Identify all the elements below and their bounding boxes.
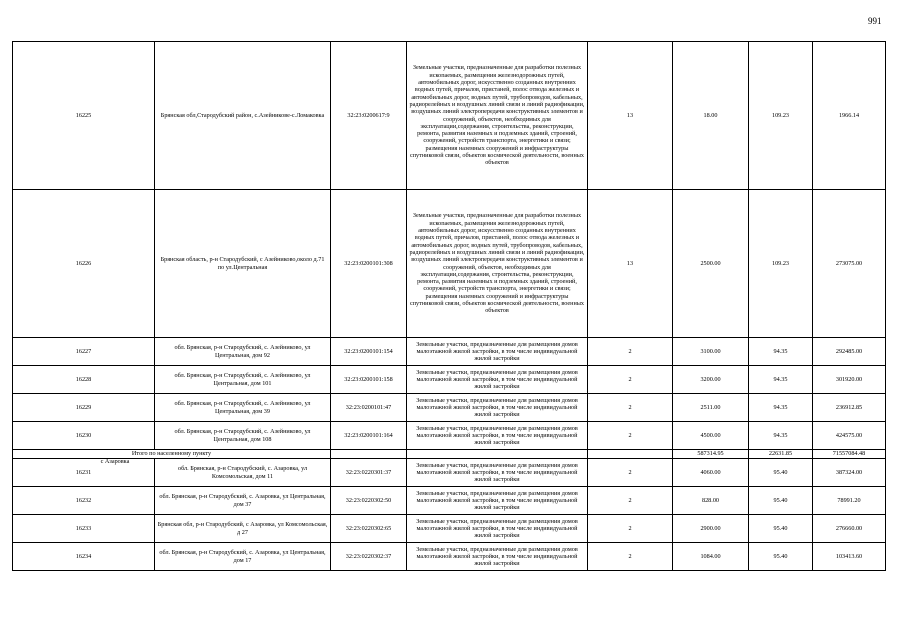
row-cadastral: 32:23:0220302:37 (331, 543, 407, 571)
row-cadastral: 32:23:0220302:50 (331, 487, 407, 515)
row-rate: 95.40 (749, 487, 813, 515)
row-value: 273075.00 (813, 190, 886, 338)
row-land-use: Земельные участки, предназначенные для размещения домов малоэтажной жилой застройки, в том числе индивидуальной жилой застройки (407, 366, 588, 394)
total-label: Итого по населенному пункту (13, 450, 331, 459)
row-area: 3100.00 (673, 338, 749, 366)
total-area: 587314.95 (673, 450, 749, 459)
row-id: 16225 (13, 42, 155, 190)
row-category: 2 (588, 394, 673, 422)
row-id: 16228 (13, 366, 155, 394)
row-area: 4060.00 (673, 459, 749, 487)
row-value: 236912.85 (813, 394, 886, 422)
table-row (13, 515, 886, 543)
row-address-text: обл. Брянская, р-н Стародубский, с. Азаровка, ул Комсомольская, дом 11 (177, 465, 308, 480)
row-category: 2 (588, 487, 673, 515)
row-category: 2 (588, 338, 673, 366)
row-value: 276660.00 (813, 515, 886, 543)
table-row (13, 394, 886, 422)
row-land-use: Земельные участки, предназначенные для размещения домов малоэтажной жилой застройки, в том числе индивидуальной жилой застройки (407, 487, 588, 515)
row-id: 16233 (13, 515, 155, 543)
row-address: Брянская обл, р-н Стародубский, с Азаровка, ул Комсомольская, д 27 (155, 515, 331, 543)
table-row (13, 543, 886, 571)
row-value: 292485.00 (813, 338, 886, 366)
table-row (13, 487, 886, 515)
total-empty (407, 450, 588, 459)
row-rate: 94.35 (749, 394, 813, 422)
row-value: 1966.14 (813, 42, 886, 190)
row-address: обл. Брянская, р-н Стародубский, с. Азейниково, ул Центральная, дом 101 (155, 366, 331, 394)
row-id: 16229 (13, 394, 155, 422)
table-row (13, 459, 886, 487)
row-rate: 94.35 (749, 366, 813, 394)
page-number: 991 (868, 16, 882, 26)
row-area: 18.00 (673, 42, 749, 190)
row-value: 78991.20 (813, 487, 886, 515)
row-rate: 94.35 (749, 338, 813, 366)
row-land-use: Земельные участки, предназначенные для размещения домов малоэтажной жилой застройки, в том числе индивидуальной жилой застройки (407, 459, 588, 487)
row-category: 2 (588, 543, 673, 571)
row-address: обл. Брянская, р-н Стародубский, с. Азейниково, ул Центральная, дом 39 (155, 394, 331, 422)
row-area: 2511.00 (673, 394, 749, 422)
total-rate: 22631.85 (749, 450, 813, 459)
table-row (13, 338, 886, 366)
row-cadastral: 32:23:0200101:47 (331, 394, 407, 422)
row-id: 16234 (13, 543, 155, 571)
row-area: 1084.00 (673, 543, 749, 571)
row-value: 387324.00 (813, 459, 886, 487)
row-area: 2500.00 (673, 190, 749, 338)
row-address (100, 458, 331, 487)
row-area: 2900.00 (673, 515, 749, 543)
row-value: 103413.60 (813, 543, 886, 571)
total-value: 71557084.48 (813, 450, 886, 459)
row-land-use: Земельные участки, предназначенные для размещения домов малоэтажной жилой застройки, в том числе индивидуальной жилой застройки (407, 515, 588, 543)
row-id: 16226 (13, 190, 155, 338)
row-address: обл. Брянская, р-н Стародубский, с. Азейниково, ул Центральная, дом 108 (155, 422, 331, 450)
row-cadastral: 32:23:0200101:308 (331, 190, 407, 338)
row-category: 2 (588, 459, 673, 487)
row-category: 13 (588, 190, 673, 338)
row-land-use: Земельные участки, предназначенные для разработки полезных ископаемых, размещения железнодорожных путей, автомобильных дорог, искусственно созданных внутренних водных путей, причалов, пристаней, полос отвода железных и автомобильных дорог, водных путей, трубопроводов, кабельных, радиорелейных и воздушных линий связи и линий радиофикации, воздушных линий электропередачи конструктивных элементов и сооружений, объектов, необходимых для эксплуатации,содержания, строительства, реконструкции, ремонта, развития наземных и подземных зданий, строений, сооружений, устройств транспорта, энергетики и связи; размещения наземных сооружений и инфраструктуры спутниковой связи, объектов космической деятельности, военных объектов (407, 42, 588, 190)
total-empty (588, 450, 673, 459)
row-area: 4500.00 (673, 422, 749, 450)
row-rate: 95.40 (749, 543, 813, 571)
table-row (13, 42, 886, 190)
land-registry-table (12, 41, 886, 571)
row-cadastral: 32:23:0220301:37 (331, 459, 407, 487)
row-area: 828.00 (673, 487, 749, 515)
row-id: 16227 (13, 338, 155, 366)
row-rate: 109.23 (749, 42, 813, 190)
row-address: обл. Брянская, р-н Стародубский, с. Азаровка, ул Центральная, дом 17 (155, 543, 331, 571)
row-category: 13 (588, 42, 673, 190)
row-address: Брянская обл,Стародубский район, с.Азейникове-с.Ломаковка (155, 42, 331, 190)
row-value: 424575.00 (813, 422, 886, 450)
row-land-use: Земельные участки, предназначенные для размещения домов малоэтажной жилой застройки, в том числе индивидуальной жилой застройки (407, 543, 588, 571)
row-cadastral: 32:23:0200617:9 (331, 42, 407, 190)
row-area: 3200.00 (673, 366, 749, 394)
row-cadastral: 32:23:0200101:154 (331, 338, 407, 366)
row-rate: 95.40 (749, 459, 813, 487)
row-land-use: Земельные участки, предназначенные для размещения домов малоэтажной жилой застройки, в том числе индивидуальной жилой застройки (407, 422, 588, 450)
row-land-use: Земельные участки, предназначенные для размещения домов малоэтажной жилой застройки, в том числе индивидуальной жилой застройки (407, 394, 588, 422)
row-rate: 94.35 (749, 422, 813, 450)
table-row (13, 190, 886, 338)
row-cadastral: 32:23:0200101:158 (331, 366, 407, 394)
row-category: 2 (588, 366, 673, 394)
row-rate: 109.23 (749, 190, 813, 338)
row-address: обл. Брянская, р-н Стародубский, с. Азейниково, ул Центральная, дом 92 (155, 338, 331, 366)
row-category: 2 (588, 515, 673, 543)
row-rate: 95.40 (749, 515, 813, 543)
table-row (13, 366, 886, 394)
row-land-use: Земельные участки, предназначенные для разработки полезных ископаемых, размещения железнодорожных путей, автомобильных дорог, искусственно созданных внутренних водных путей, причалов, пристаней, полос отвода железных и автомобильных дорог, водных путей, трубопроводов, кабельных, радиорелейных и воздушных линий связи и линий радиофикации, воздушных линий электропередачи конструктивных элементов и сооружений, объектов, необходимых для эксплуатации,содержания, строительства, реконструкции, ремонта, развития наземных и подземных зданий, строений, сооружений, устройств транспорта, энергетики и связи; размещения наземных сооружений и инфраструктуры спутниковой связи, объектов космической деятельности, военных объектов (407, 190, 588, 338)
row-id: 16231 (13, 459, 155, 487)
row-value: 301920.00 (813, 366, 886, 394)
row-address: обл. Брянская, р-н Стародубский, с. Азаровка, ул Центральная, дом 37 (155, 487, 331, 515)
total-empty (331, 450, 407, 459)
row-cadastral: 32:23:0200101:164 (331, 422, 407, 450)
row-id: 16232 (13, 487, 155, 515)
row-address: Брянская область, р-н Стародубский, с Азейниково,около д.71 по ул.Центральная (155, 190, 331, 338)
table-row (13, 422, 886, 450)
row-cadastral: 32:23:0220302:65 (331, 515, 407, 543)
row-id: 16230 (13, 422, 155, 450)
row-land-use: Земельные участки, предназначенные для размещения домов малоэтажной жилой застройки, в том числе индивидуальной жилой застройки (407, 338, 588, 366)
row-category: 2 (588, 422, 673, 450)
settlement-label: с Азаровка (100, 458, 130, 465)
